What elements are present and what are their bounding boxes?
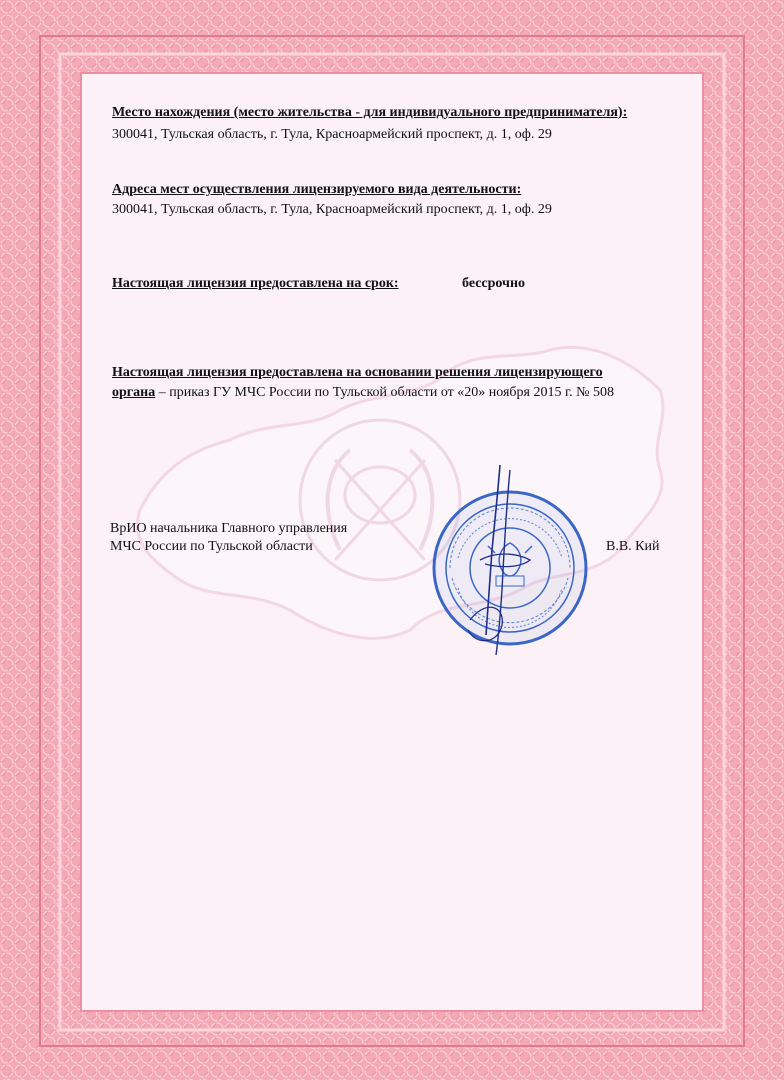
basis-value: – приказ ГУ МЧС России по Тульской области от «20» ноября 2015 г. № 508 xyxy=(155,385,615,400)
location-label: Место нахождения (место жительства - для индивидуального предпринимателя): xyxy=(112,105,628,120)
term-label: Настоящая лицензия предоставлена на срок: xyxy=(112,276,399,291)
basis-label-line1: Настоящая лицензия предоставлена на основании решения лицензирующего xyxy=(112,365,603,380)
basis-label-line2: органа xyxy=(112,385,156,400)
basis-line2 xyxy=(112,384,614,402)
signer-name: В.В. Кий xyxy=(606,539,660,554)
activity-addresses-label: Адреса мест осуществления лицензируемого вида деятельности: xyxy=(112,182,522,197)
activity-addresses-value: 300041, Тульская область, г. Тула, Красноармейский проспект, д. 1, оф. 29 xyxy=(112,202,552,217)
signer-title-line1: ВрИО начальника Главного управления xyxy=(110,521,348,536)
signature xyxy=(440,460,550,660)
location-value: 300041, Тульская область, г. Тула, Красноармейский проспект, д. 1, оф. 29 xyxy=(112,127,552,142)
term-value: бессрочно xyxy=(462,276,526,291)
signer-title-line2: МЧС России по Тульской области xyxy=(110,539,313,554)
